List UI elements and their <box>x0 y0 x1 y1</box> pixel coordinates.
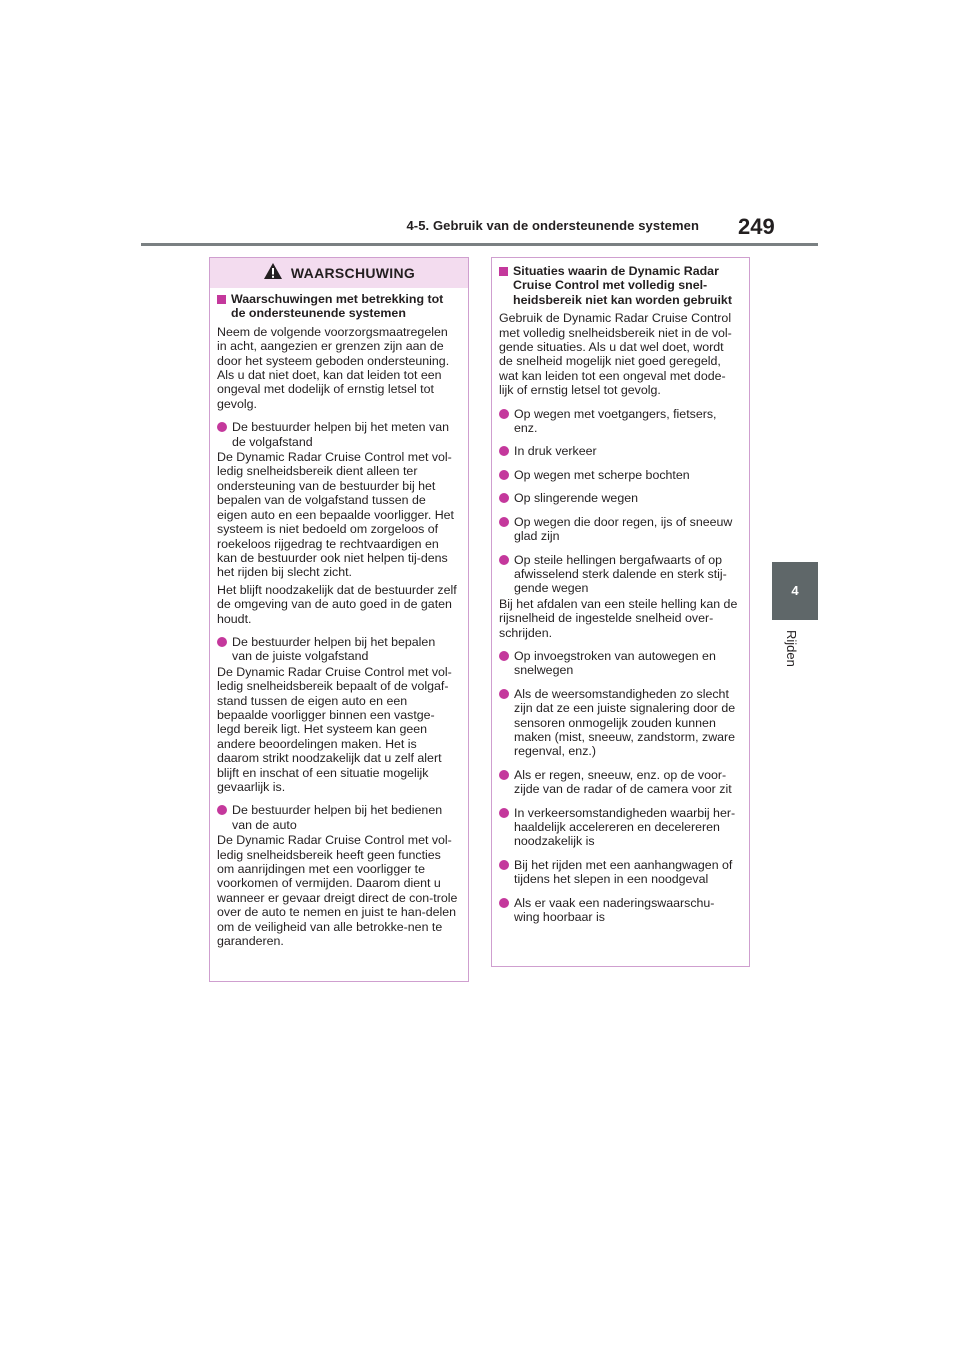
section-title: 4-5. Gebruik van de ondersteunende systemen <box>406 218 699 233</box>
list-item <box>217 635 458 664</box>
list-item-text: Bij het rijden met een aanhangwagen of tijdens het slepen in een noodgeval <box>514 857 733 887</box>
round-bullet-icon <box>499 860 509 870</box>
round-bullet-icon <box>217 422 227 432</box>
situations-content <box>492 258 749 924</box>
round-bullet-icon <box>499 470 509 480</box>
round-bullet-icon <box>499 808 509 818</box>
list-item-text: De bestuurder helpen bij het bedienen van de auto <box>232 803 443 832</box>
round-bullet-icon <box>499 517 509 527</box>
square-bullet-icon <box>217 295 226 304</box>
list-item <box>499 687 739 759</box>
situations-items <box>499 407 739 925</box>
warning-heading-text: Waarschuwingen met betrekking tot de ondersteunende systemen <box>231 292 444 321</box>
warning-items <box>217 420 458 948</box>
list-item-text: In verkeersomstandigheden waarbij her-haaldelijk accelereren en decelereren noodzakelijk is <box>514 805 736 849</box>
list-item-text: In druk verkeer <box>514 444 597 459</box>
list-item-text: Op wegen met scherpe bochten <box>514 467 690 482</box>
warning-triangle-icon <box>263 262 283 285</box>
list-item <box>499 491 739 505</box>
round-bullet-icon <box>217 637 227 647</box>
list-item <box>499 553 739 596</box>
list-item-text: Op wegen met voetgangers, fietsers, enz. <box>514 406 717 436</box>
warning-heading <box>217 292 458 321</box>
list-item-text: De bestuurder helpen bij het bepalen van de juiste volgafstand <box>232 634 436 664</box>
warning-title-bar <box>210 258 468 288</box>
round-bullet-icon <box>499 493 509 503</box>
list-item <box>499 649 739 678</box>
list-item-text: Op wegen die door regen, ijs of sneeuw glad zijn <box>514 514 733 544</box>
chapter-tab <box>772 562 818 620</box>
warning-title: WAARSCHUWING <box>290 265 416 281</box>
list-item <box>217 420 458 449</box>
situations-heading-text: Situaties waarin de Dynamic Radar Cruise Control met volledig snel-heidsbereik niet kan worden gebruikt <box>513 264 732 307</box>
header-rule <box>141 243 818 246</box>
list-item <box>499 858 739 887</box>
list-item <box>499 768 739 797</box>
square-bullet-icon <box>499 267 508 276</box>
warning-intro: Neem de volgende voorzorgsmaatregelen in acht, aangezien er grenzen zijn aan de door het systeem geboden ondersteuning. Als u dat niet doet, kan dat leiden tot een ongeval met dodelijk of ernstig letsel tot gevolg. <box>217 324 450 411</box>
list-item <box>499 896 739 925</box>
list-item-text: Op invoegstroken van autowegen en snelwegen <box>514 648 716 678</box>
list-item <box>499 444 739 458</box>
list-item-text: Als er regen, sneeuw, enz. op de voor-zijde van de radar of de camera voor zit <box>514 767 732 797</box>
chapter-label: Rijden <box>784 630 799 667</box>
list-item <box>499 515 739 544</box>
list-item <box>499 468 739 482</box>
list-item-paragraph: De Dynamic Radar Cruise Control met vol-ledig snelheidsbereik heeft geen functies om aanrijdingen met een voorligger te voorkomen of vermijden. Daarom dient u wanneer er gevaar dreigt direct de con-trole over de auto te nemen en juist te han-delen om de veiligheid van alle betrokke-nen te garanderen. <box>217 833 458 949</box>
round-bullet-icon <box>217 805 227 815</box>
round-bullet-icon <box>499 446 509 456</box>
round-bullet-icon <box>499 651 509 661</box>
list-item-paragraph: Bij het afdalen van een steile helling kan de rijsnelheid de ingestelde snelheid over-schrijden. <box>499 596 738 640</box>
round-bullet-icon <box>499 689 509 699</box>
situations-box <box>491 257 750 967</box>
list-item-text: Als de weersomstandigheden zo slecht zijn dat ze een juiste signalering door de sensoren onmogelijk zouden kunnen maken (mist, sneeuw, zandstorm, zware regenval, enz.) <box>514 686 736 759</box>
round-bullet-icon <box>499 770 509 780</box>
situations-heading <box>499 264 739 307</box>
list-item-text: Als er vaak een naderingswaarschu-wing hoorbaar is <box>514 895 715 925</box>
warning-box <box>209 257 469 982</box>
round-bullet-icon <box>499 898 509 908</box>
situations-intro: Gebruik de Dynamic Radar Cruise Control met volledig snelheidsbereik niet in de vol-gende situaties. Als u dat wel doet, wordt de snelheid mogelijk niet goed geregeld, wat kan leiden tot een ongeval met dode-lijk of ernstig letsel tot gevolg. <box>499 311 732 398</box>
list-item <box>217 803 458 832</box>
round-bullet-icon <box>499 409 509 419</box>
list-item-text: Op steile hellingen bergafwaarts of op afwisselend sterk dalende en sterk stij-gende wegen <box>514 552 727 596</box>
list-item-paragraph: Het blijft noodzakelijk dat de bestuurder zelf de omgeving van de auto goed in de gaten houdt. <box>217 582 457 626</box>
list-item <box>499 806 739 849</box>
warning-content <box>210 288 468 948</box>
round-bullet-icon <box>499 555 509 565</box>
list-item-text: De bestuurder helpen bij het meten van de volgafstand <box>232 420 449 449</box>
page-number: 249 <box>738 214 775 239</box>
list-item-text: Op slingerende wegen <box>514 491 638 506</box>
list-item-paragraph: De Dynamic Radar Cruise Control met vol-ledig snelheidsbereik dient alleen ter ondersteuning van de bestuurder bij het bepalen van de volgafstand tussen de eigen auto en een bepaalde voorligger. Het systeem is niet bedoeld om zorgeloos of roekeloos rijgedrag te rechtvaardigen en kan de bestuurder ook niet helpen tij-dens het rijden bij slecht zicht. <box>217 450 454 580</box>
chapter-number: 4 <box>791 583 799 598</box>
list-item <box>499 407 739 436</box>
list-item-paragraph: De Dynamic Radar Cruise Control met vol-ledig snelheidsbereik bepaalt of de volgaf-stand tussen de eigen auto en een bepaalde voorligger binnen een vastge-legd bereik ligt. Het systeem kan geen andere beoordelingen maken. Het is daarom strikt noodzakelijk dat u zelf alert blijft en inschat of een situatie mogelijk gevaarlijk is. <box>217 664 452 794</box>
